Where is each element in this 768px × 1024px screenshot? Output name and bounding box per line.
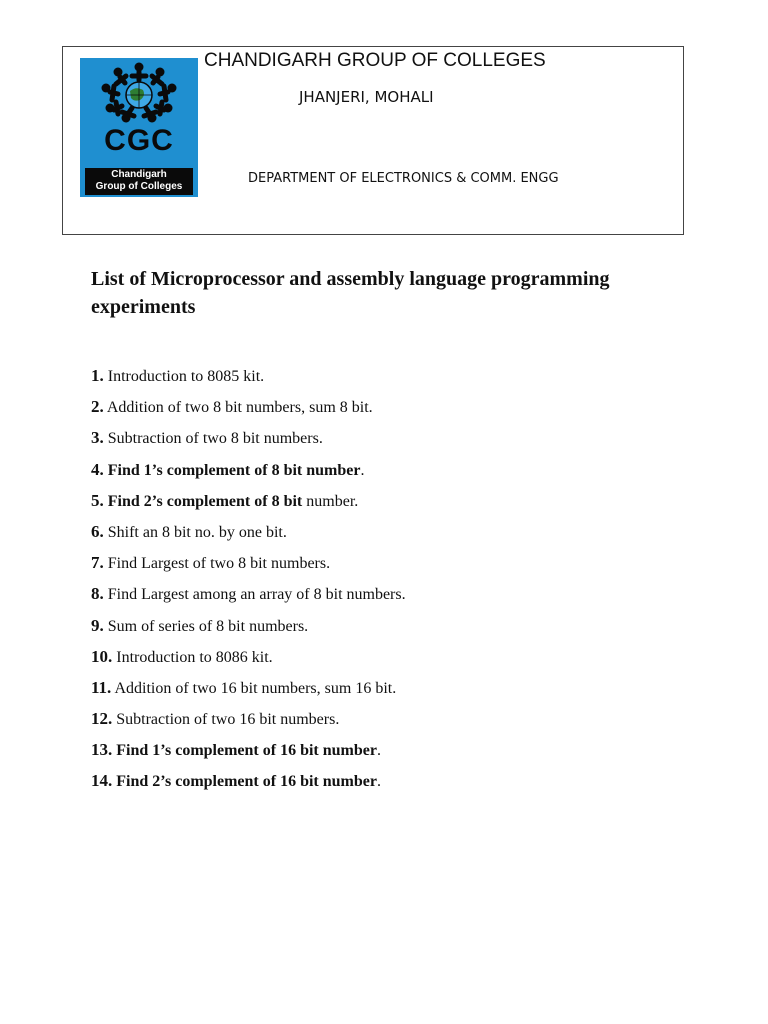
item-bold-text: Find 1’s complement of 16 bit number bbox=[116, 742, 377, 760]
list-item bbox=[91, 674, 406, 705]
item-number: 3. bbox=[91, 428, 104, 448]
letterhead-box bbox=[62, 46, 684, 235]
item-number: 1. bbox=[91, 366, 104, 385]
list-item bbox=[91, 487, 406, 518]
item-text: number. bbox=[302, 492, 359, 510]
item-text: Addition of two 16 bit numbers, sum 16 bit. bbox=[114, 679, 397, 697]
experiment-list bbox=[91, 362, 406, 799]
list-item bbox=[91, 518, 406, 549]
item-bold-text: Find 2’s complement of 16 bit number bbox=[116, 773, 377, 791]
list-item bbox=[91, 705, 406, 736]
list-item bbox=[91, 456, 406, 487]
item-number: 2. bbox=[91, 397, 104, 417]
item-number: 6. bbox=[91, 521, 104, 541]
item-text: Subtraction of two 8 bit numbers. bbox=[107, 430, 323, 448]
logo-mark: CGC bbox=[104, 124, 174, 157]
college-location: JHANJERI, MOHALI bbox=[299, 88, 434, 106]
list-item bbox=[91, 767, 406, 798]
item-text: Find Largest of two 8 bit numbers. bbox=[107, 555, 331, 573]
list-item bbox=[91, 736, 406, 767]
college-name: CHANDIGARH GROUP OF COLLEGES bbox=[204, 50, 546, 71]
item-number: 4. bbox=[91, 459, 104, 479]
list-item bbox=[91, 580, 406, 611]
cgc-logo bbox=[80, 58, 198, 197]
list-item bbox=[91, 549, 406, 580]
document-title: List of Microprocessor and assembly language programming experiments bbox=[91, 268, 610, 318]
item-text: Introduction to 8086 kit. bbox=[116, 648, 273, 666]
item-text: . bbox=[376, 773, 381, 791]
item-number: 11. bbox=[91, 677, 112, 697]
logo-tagline bbox=[85, 168, 193, 195]
logo-tagline-line2: Group of Colleges bbox=[95, 181, 183, 192]
item-number: 12. bbox=[91, 709, 113, 729]
item-bold-text: Find 1’s complement of 8 bit number bbox=[107, 461, 361, 479]
item-number: 10. bbox=[91, 646, 113, 666]
item-number: 8. bbox=[91, 584, 104, 604]
item-number: 14. bbox=[91, 771, 113, 791]
item-text: . bbox=[376, 742, 381, 760]
item-number: 7. bbox=[91, 553, 104, 573]
logo-tagline-line1: Chandigarh bbox=[111, 169, 167, 180]
item-number: 13. bbox=[91, 740, 113, 760]
list-item bbox=[91, 643, 406, 674]
item-text: Introduction to 8085 kit. bbox=[107, 368, 265, 385]
list-item bbox=[91, 424, 406, 455]
item-text: Addition of two 8 bit numbers, sum 8 bit. bbox=[106, 399, 373, 417]
department-name: DEPARTMENT OF ELECTRONICS & COMM. ENGG bbox=[248, 171, 559, 186]
item-text: . bbox=[360, 461, 365, 479]
item-number: 5. bbox=[91, 490, 104, 510]
list-item bbox=[91, 362, 406, 393]
item-text: Subtraction of two 16 bit numbers. bbox=[116, 711, 340, 729]
item-bold-text: Find 2’s complement of 8 bit bbox=[107, 492, 303, 510]
item-text: Find Largest among an array of 8 bit numbers. bbox=[107, 586, 406, 604]
list-item bbox=[91, 612, 406, 643]
item-text: Shift an 8 bit no. by one bit. bbox=[107, 523, 287, 541]
figures-globe-icon bbox=[80, 58, 198, 128]
list-item bbox=[91, 393, 406, 424]
item-number: 9. bbox=[91, 615, 104, 635]
item-text: Sum of series of 8 bit numbers. bbox=[107, 617, 309, 635]
